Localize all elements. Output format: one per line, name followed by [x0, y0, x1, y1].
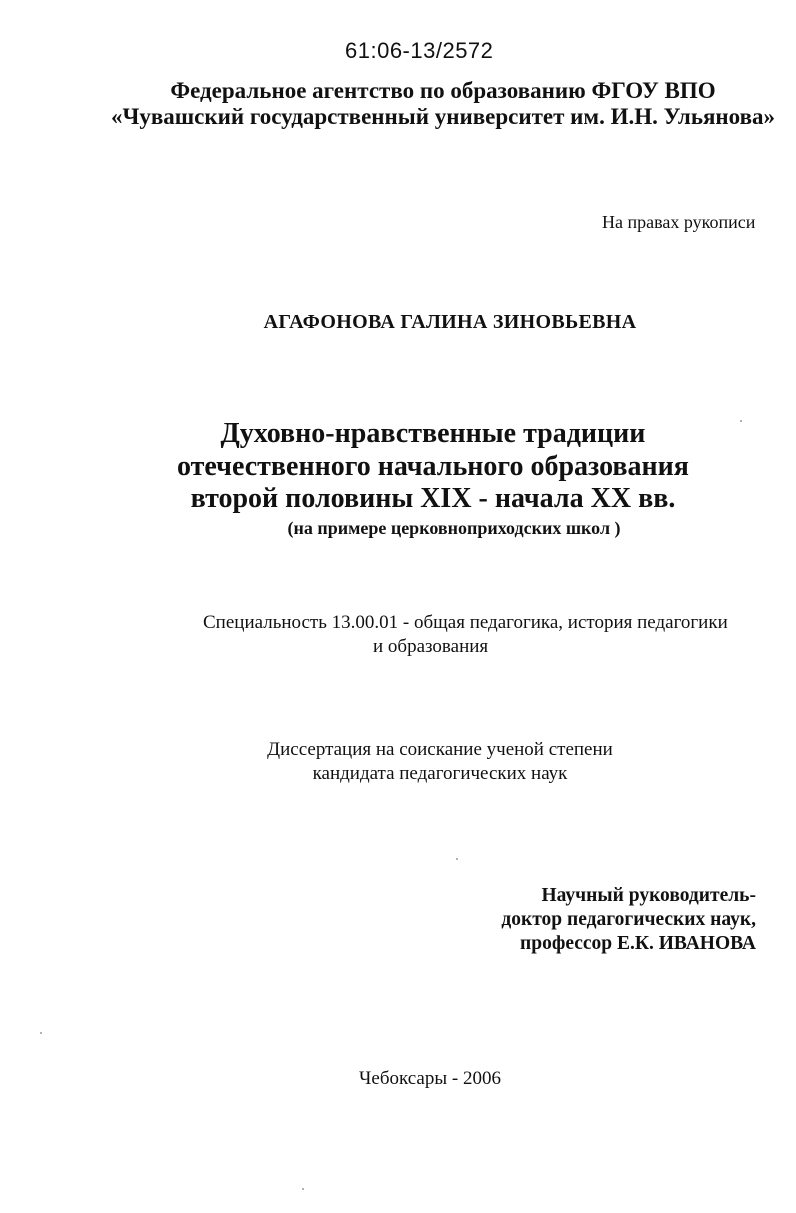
dissertation-line-1: Диссертация на соискание ученой степени: [267, 739, 613, 760]
title-line-2: отечественного начального образования: [177, 451, 689, 482]
scan-speck: [740, 420, 742, 422]
title-line-3: второй половины XIX - начала XX вв.: [190, 483, 676, 514]
title-line-1: Духовно-нравственные традиции: [220, 418, 646, 449]
archive-stamp-number: 61:06-13/2572: [345, 38, 494, 63]
institution-line-2: «Чувашский государственный университет им. И.Н. Ульянова»: [110, 104, 776, 129]
supervisor-name: профессор Е.К. ИВАНОВА: [520, 933, 756, 954]
specialty-line-1: Специальность 13.00.01 - общая педагогика, история педагогики: [203, 612, 728, 633]
scan-speck: [40, 1032, 42, 1034]
title-subtitle: (на примере церковноприходских школ ): [287, 518, 621, 538]
specialty-line-2: и образования: [373, 636, 489, 657]
scan-speck: [302, 1188, 304, 1190]
rights-note: На правах рукописи: [602, 212, 756, 232]
city-year: Чебоксары - 2006: [359, 1068, 501, 1089]
scan-speck: [456, 858, 458, 860]
institution-line-1: Федеральное агентство по образованию ФГОУ ВПО: [170, 78, 716, 103]
author-name: АГАФОНОВА ГАЛИНА ЗИНОВЬЕВНА: [263, 311, 637, 333]
supervisor-degree: доктор педагогических наук,: [501, 909, 756, 930]
supervisor-heading: Научный руководитель-: [541, 885, 756, 906]
dissertation-line-2: кандидата педагогических наук: [312, 763, 568, 784]
